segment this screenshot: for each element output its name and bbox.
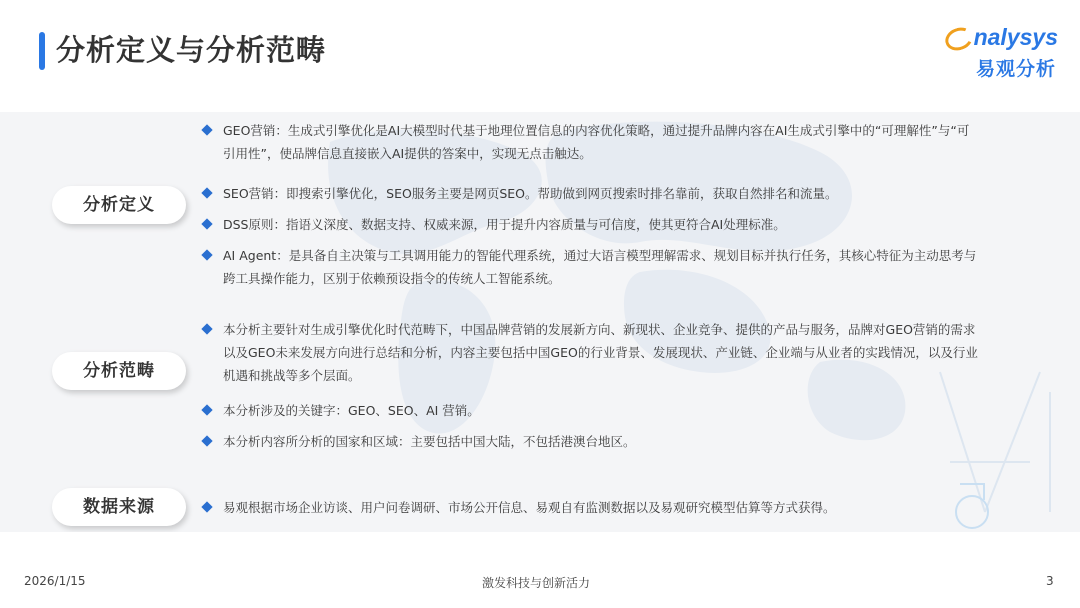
logo-english: nalysys (973, 24, 1058, 50)
list-item-text: SEO营销：即搜索引擎优化，SEO服务主要是网页SEO。帮助做到网页搜索时排名靠前，获取自然排名和流量。 (223, 186, 838, 201)
list-item (203, 119, 978, 165)
list-item-text: AI Agent：是具备自主决策与工具调用能力的智能代理系统，通过大语言模型理解需求、规划目标并执行任务，其核心特征为主动思考与跨工具操作能力，区别于依赖预设指令的传统人工智能系统。 (223, 248, 977, 286)
company-logo (943, 24, 1058, 80)
diamond-bullet-icon (201, 323, 212, 334)
list-item (203, 182, 978, 205)
list-item (203, 496, 978, 519)
content-band (0, 112, 1080, 532)
title-accent-bar (39, 32, 45, 70)
tag-source: 数据来源 (52, 488, 186, 526)
list-item (203, 318, 978, 387)
list-item-text: DSS原则：指语义深度、数据支持、权威来源，用于提升内容质量与可信度，使其更符合AI处理标准。 (223, 217, 786, 232)
list-item-text: 本分析内容所分析的国家和区域：主要包括中国大陆，不包括港澳台地区。 (223, 434, 636, 449)
list-item (203, 430, 978, 453)
diamond-bullet-icon (201, 187, 212, 198)
list-item-text: GEO营销：生成式引擎优化是AI大模型时代基于地理位置信息的内容优化策略，通过提升品牌内容在AI生成式引擎中的“可理解性”与“可引用性”，使品牌信息直接嵌入AI提供的答案中，实现无点击触达。 (223, 123, 970, 161)
diamond-bullet-icon (201, 218, 212, 229)
list-item-text: 易观根据市场企业访谈、用户问卷调研、市场公开信息、易观自有监测数据以及易观研究模型估算等方式获得。 (223, 500, 836, 515)
footer-date: 2026/1/15 (24, 574, 86, 588)
tag-definition: 分析定义 (52, 186, 186, 224)
list-item (203, 213, 978, 236)
footer-slogan: 激发科技与创新活力 (482, 576, 591, 590)
list-item (203, 399, 978, 422)
logo-chinese: 易观分析 (975, 58, 1056, 80)
list-item (203, 244, 978, 290)
logo-swirl-icon (942, 24, 976, 54)
page-title: 分析定义与分析范畴 (56, 33, 327, 67)
diamond-bullet-icon (201, 124, 212, 135)
diamond-bullet-icon (201, 404, 212, 415)
page-number: 3 (1046, 574, 1054, 588)
list-item-text: 本分析主要针对生成引擎优化时代范畴下，中国品牌营销的发展新方向、新现状、企业竞争、提供的产品与服务，品牌对GEO营销的需求以及GEO未来发展方向进行总结和分析，内容主要包括中国GEO的行业背景、发展现状、产业链、企业端与从业者的实践情况，以及行业机遇和挑战等多个层面。 (223, 322, 978, 383)
tag-scope: 分析范畴 (52, 352, 186, 390)
diamond-bullet-icon (201, 435, 212, 446)
diamond-bullet-icon (201, 501, 212, 512)
list-item-text: 本分析涉及的关键字：GEO、SEO、AI 营销。 (223, 403, 480, 418)
diamond-bullet-icon (201, 249, 212, 260)
